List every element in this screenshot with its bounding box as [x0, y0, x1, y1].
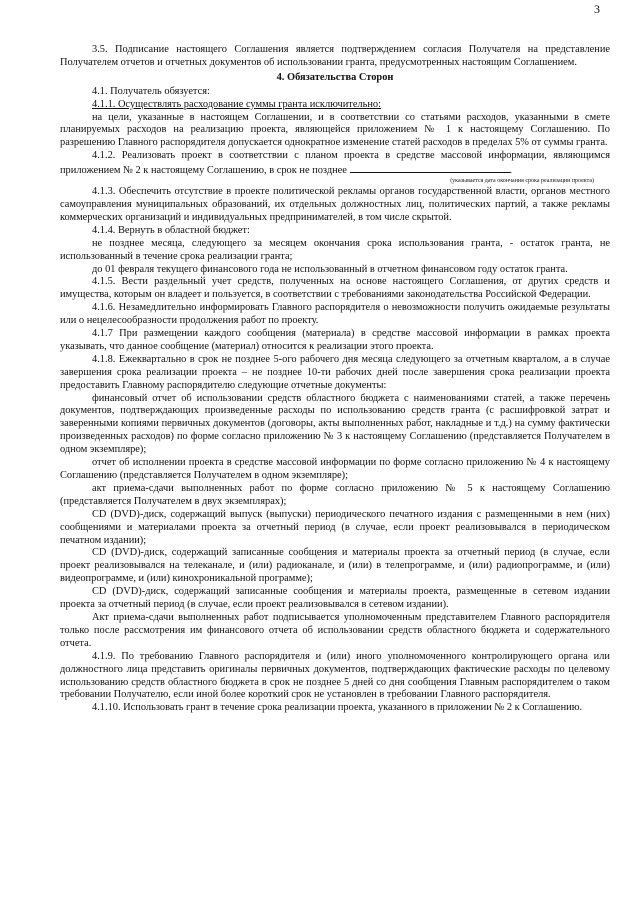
- paragraph-4-1-8-d: CD (DVD)-диск, содержащий выпуск (выпуски) периодического печатного издания с размещенными в нем (них) сообщениями и материалами проекта за отчетный период (в случае, если проект реализовывался в периодическом печатном издании);: [60, 508, 610, 546]
- section-4-title: 4. Обязательства Сторон: [276, 71, 394, 83]
- paragraph-4-1-8-f: CD (DVD)-диск, содержащий записанные сообщения и материалы проекта, размещенные в сетевом издании проекта за отчетный период (в случае, если проект реализовывался в сетевом издании).: [60, 586, 610, 611]
- paragraph-4-1-3: 4.1.3. Обеспечить отсутствие в проекте политической рекламы органов государственной власти, органов местного самоуправления муниципальных образований, их отдельных должностных лиц, политических партий, а также рекламы коммерческих организаций и индивидуальных предпринимателей, в том числе скрытой.: [60, 186, 610, 223]
- paragraph-3-5: 3.5. Подписание настоящего Соглашения является подтверждением согласия Получателя на представление Получателем отчетов и отчетных документов об использовании гранта, предусмотренных настоящим Соглашением.: [60, 44, 610, 68]
- paragraph-4-1-4-a: не позднее месяца, следующего за месяцем окончания срока использования гранта, - остаток гранта, не использованный в течение срока реализации гранта;: [60, 237, 610, 262]
- paragraph-4-1-8-b: отчет об исполнении проекта в средстве массовой информации по форме согласно приложению № 4 к настоящему Соглашению (представляется Получателем в одном экземпляре);: [60, 457, 610, 481]
- date-blank-field: [350, 163, 510, 173]
- paragraph-4-1-6: 4.1.6. Незамедлительно информировать Главного распорядителя о невозможности получить ожидаемые результаты или о нецелесообразности продолжения работ по проекту.: [60, 302, 610, 327]
- date-blank-caption: (указывается дата окончания срока реализации проекта): [450, 178, 594, 185]
- paragraph-4-1: 4.1. Получатель обязуется:: [92, 85, 210, 97]
- paragraph-4-1-1-body: на цели, указанные в настоящем Соглашении, и в соответствии со статьями расходов, указанными в смете планируемых расходов на реализацию проекта, являющейся приложением № 1 к настоящему Соглашению. По разрешению Главного распорядителя допускается однократное изменение статей расходов в пределах 5% от суммы гранта.: [60, 111, 610, 149]
- page-number: 3: [594, 2, 600, 16]
- paragraph-4-1-8-c: акт приема-сдачи выполненных работ по форме согласно приложению № 5 к настоящему Соглашению (представляется Получателем в двух экземплярах);: [60, 482, 610, 507]
- paragraph-4-1-8: 4.1.8. Ежеквартально в срок не позднее 5-ого рабочего дня месяца следующего за отчетным кварталом, а в случае завершения срока реализации проекта – не позднее 10-ти рабочих дней после завершения срока реализации проекта предоставить Главному распорядителю следующие отчетные документы:: [60, 353, 610, 391]
- paragraph-4-1-10: 4.1.10. Использовать грант в течение срока реализации проекта, указанного в приложении № 2 к Соглашению.: [92, 702, 583, 714]
- paragraph-4-1-2: [60, 150, 610, 178]
- paragraph-4-1-7: 4.1.7 При размещении каждого сообщения (материала) в средстве массовой информации в рамках проекта указывать, что данное сообщение (материал) относится к реализации этого проекта.: [60, 328, 610, 352]
- paragraph-4-1-2-text: 4.1.2. Реализовать проект в соответствии с планом проекта в средстве массовой информации, являющимся приложением № 2 к настоящему Соглашению, в срок не позднее: [60, 150, 610, 177]
- paragraph-4-1-9: 4.1.9. По требованию Главного распорядителя и (или) иного уполномоченного контролирующего органа или должностного лица представить оригиналы первичных документов, подтверждающих фактические расходы по целевому использованию средств областного бюджета в срок не позднее 5 дней со дня сообщения Главным распорядителем о таком требовании Получателю, если иной более короткий срок не установлен в требовании Главного распорядителя.: [60, 650, 610, 701]
- paragraph-4-1-8-g: Акт приема-сдачи выполненных работ подписывается уполномоченным представителем Главного распорядителя только после рассмотрения им финансового отчета об использовании средств областного бюджета и содержательного отчета.: [60, 611, 610, 649]
- paragraph-4-1-8-e: CD (DVD)-диск, содержащий записанные сообщения и материалы проекта за отчетный период (в случае, если проект реализовывался на телеканале, и (или) радиоканале, и (или) в телепрограмме, и (или) радиопрограмме, и (или) видеопрограмме, и (или) кинохроникальной программе);: [60, 547, 610, 585]
- paragraph-4-1-2-end: .: [509, 165, 513, 177]
- document-body: [60, 44, 610, 715]
- paragraph-4-1-4-b: до 01 февраля текущего финансового года не использованный в отчетном финансовом году остаток гранта.: [92, 263, 568, 275]
- paragraph-4-1-1: 4.1.1. Осуществлять расходование суммы гранта исключительно:: [92, 98, 382, 110]
- paragraph-4-1-5: 4.1.5. Вести раздельный учет средств, полученных на основе настоящего Соглашения, от других средств и имущества, которым он владеет и пользуется, в соответствии с требованиями законодательства Российской Федерации.: [60, 276, 610, 301]
- paragraph-4-1-8-a: финансовый отчет об использовании средств областного бюджета с наименованиями статей, а также перечень документов, подтверждающих произведенные расходы по использованию средств гранта (с расшифровкой затрат и заверенными копиями первичных документов (договоры, акты выполненных работ, накладные и т.д.) на сумму фактически произведенных расходов) по форме согласно приложению № 3 к настоящему Соглашению (представляется Получателем в одном экземпляре);: [60, 392, 610, 456]
- paragraph-4-1-4: 4.1.4. Вернуть в областной бюджет:: [92, 224, 250, 236]
